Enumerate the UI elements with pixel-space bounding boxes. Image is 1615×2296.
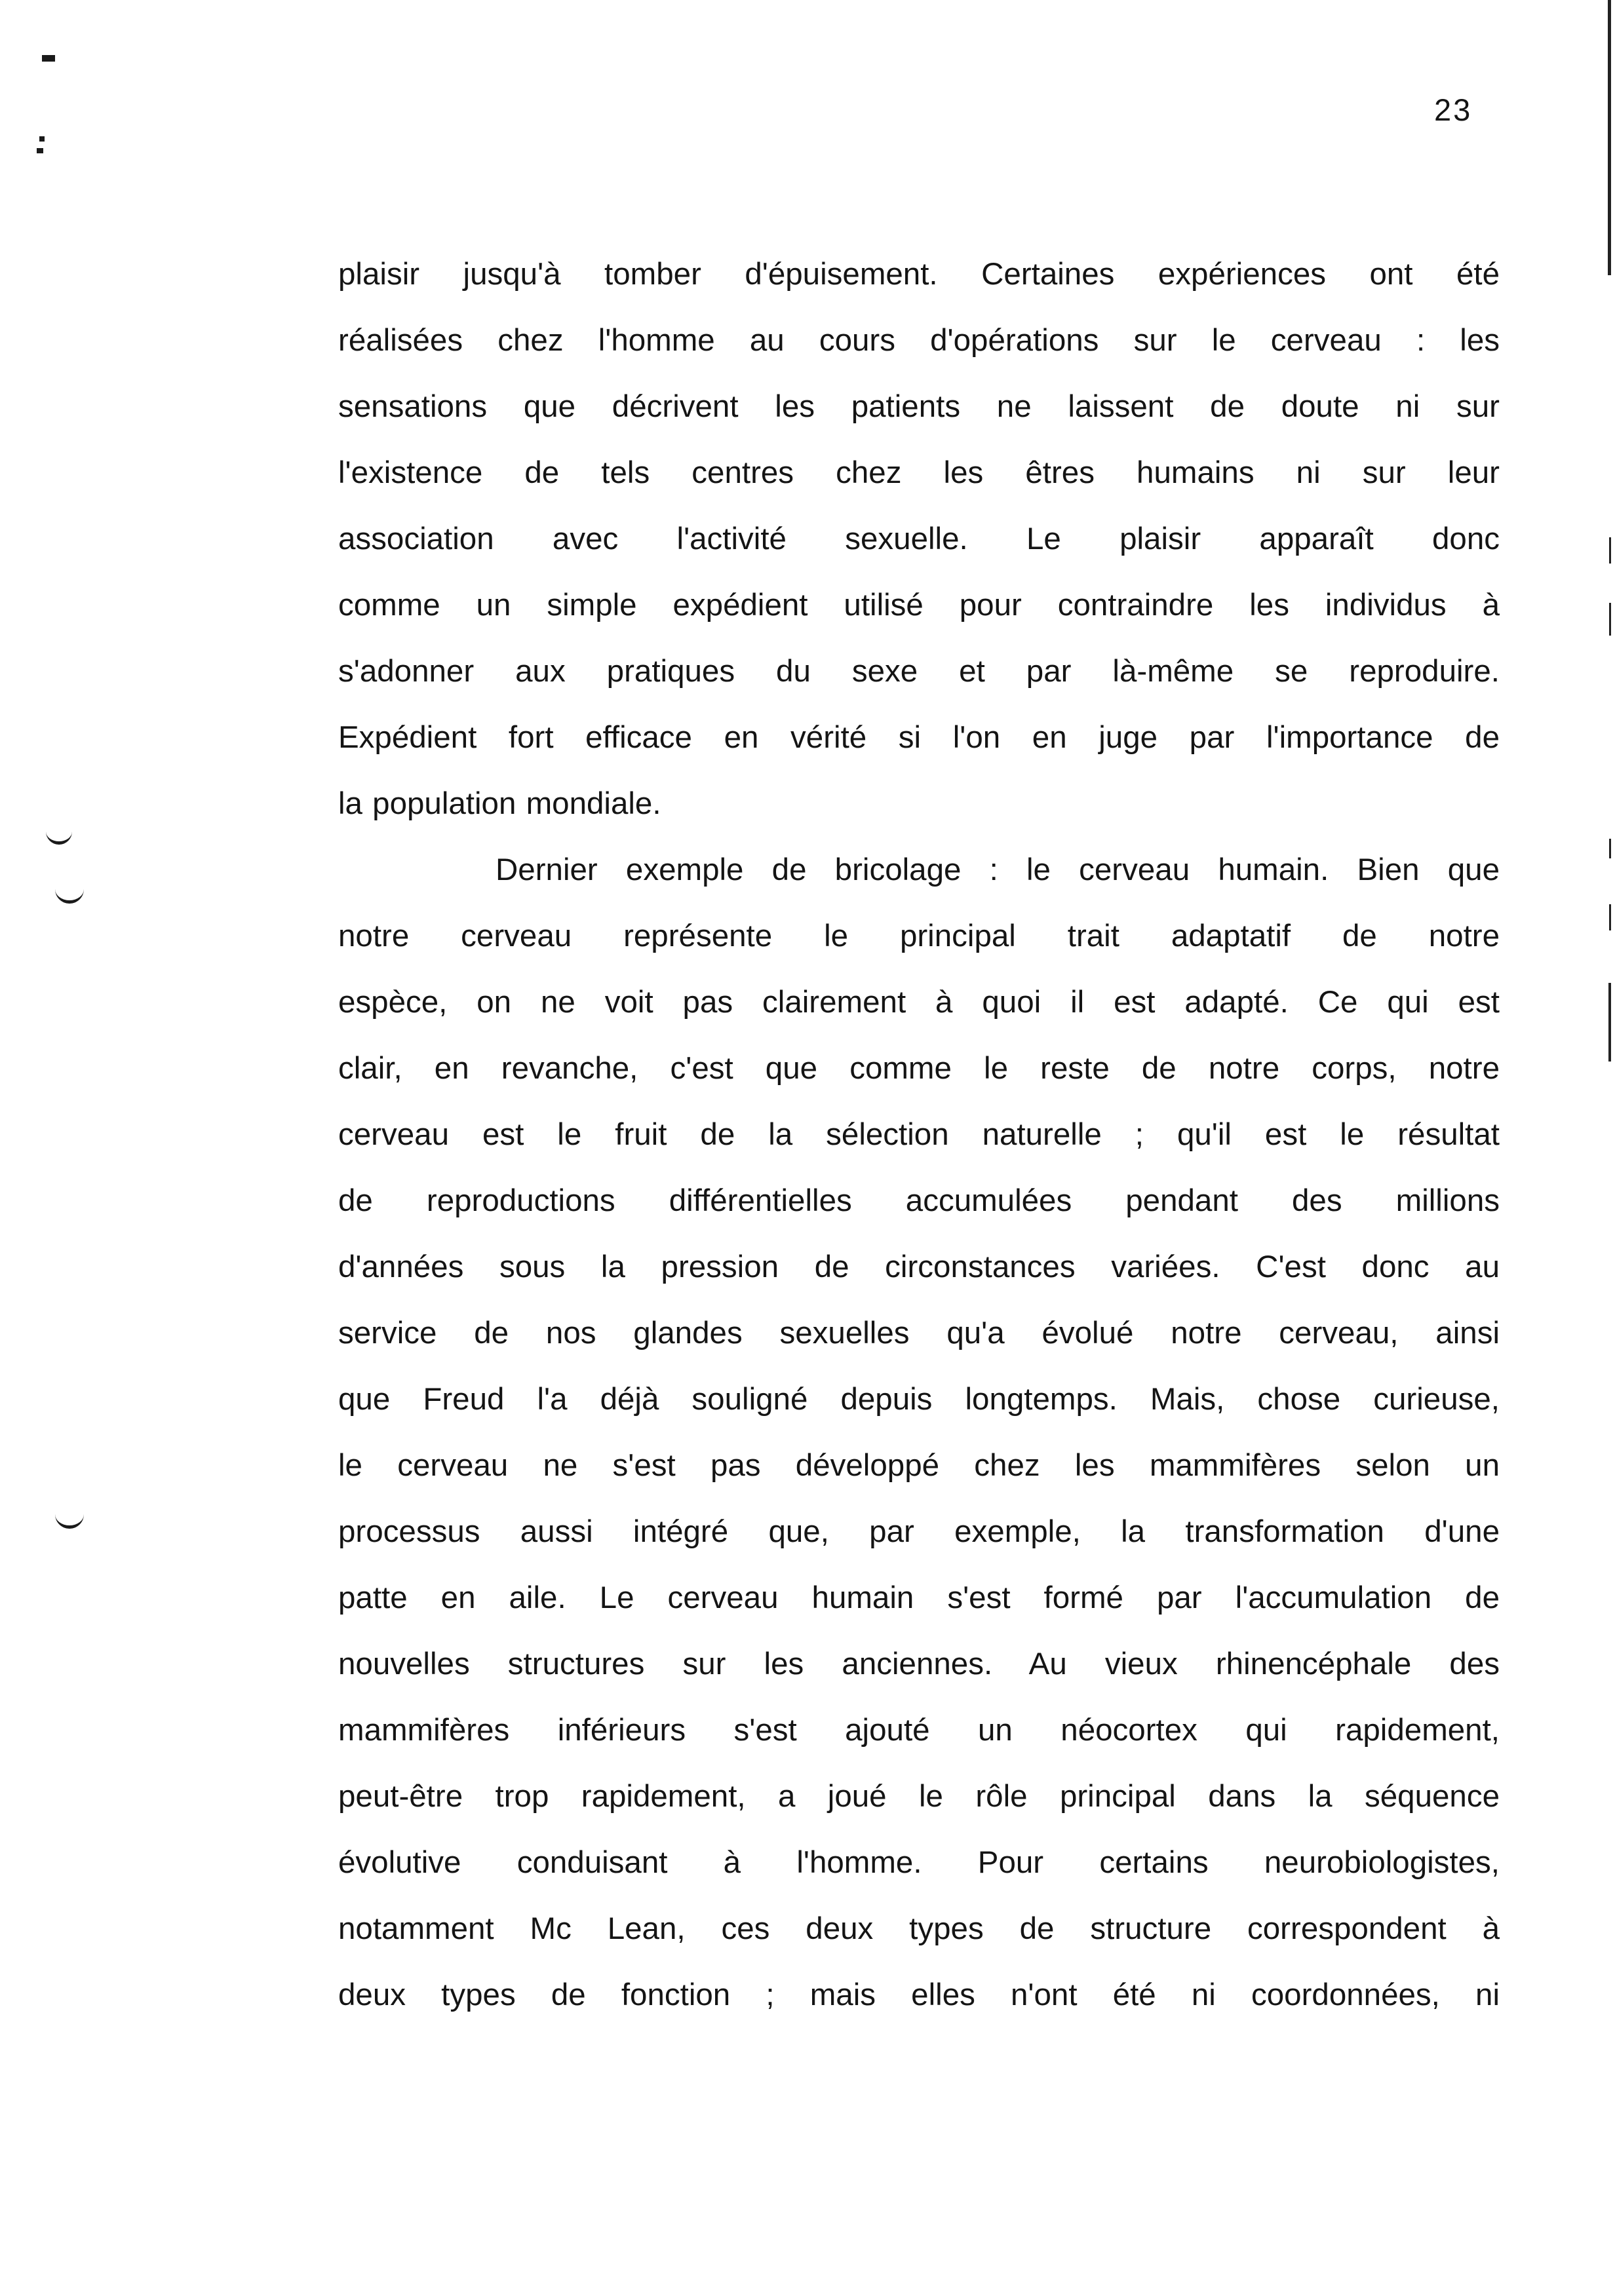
text-line: s'adonner aux pratiques du sexe et par là-même se reproduire. — [338, 654, 1500, 689]
paragraph — [338, 241, 1500, 837]
text-line: cerveau est le fruit de la sélection naturelle ; qu'il est le résultat — [338, 1117, 1500, 1152]
text-line: Expédient fort efficace en vérité si l'on en juge par l'importance de — [338, 720, 1500, 755]
text-line: mammifères inférieurs s'est ajouté un néocortex qui rapidement, — [338, 1713, 1500, 1748]
scan-speck — [39, 136, 45, 142]
paragraph — [338, 837, 1500, 2028]
text-line: plaisir jusqu'à tomber d'épuisement. Certaines expériences ont été — [338, 257, 1500, 292]
text-line: peut-être trop rapidement, a joué le rôle principal dans la séquence — [338, 1779, 1500, 1814]
text-line: de reproductions différentielles accumulées pendant des millions — [338, 1183, 1500, 1218]
text-line: évolutive conduisant à l'homme. Pour certains neurobiologistes, — [338, 1845, 1500, 1880]
scan-edge-line — [1609, 839, 1611, 858]
scan-mark — [55, 1511, 84, 1529]
page-number: 23 — [1434, 92, 1473, 127]
text-line: patte en aile. Le cerveau humain s'est formé par l'accumulation de — [338, 1580, 1500, 1615]
text-line: comme un simple expédient utilisé pour contraindre les individus à — [338, 588, 1500, 622]
text-line: sensations que décrivent les patients ne laissent de doute ni sur — [338, 389, 1500, 424]
text-line: la population mondiale. — [338, 786, 661, 821]
scan-mark — [55, 886, 84, 904]
text-line: deux types de fonction ; mais elles n'ont été ni coordonnées, ni — [338, 1978, 1500, 2012]
scan-edge-line — [1609, 904, 1611, 930]
text-line: notamment Mc Lean, ces deux types de structure correspondent à — [338, 1911, 1500, 1946]
text-line: réalisées chez l'homme au cours d'opérations sur le cerveau : les — [338, 323, 1500, 358]
text-line: Dernier exemple de bricolage : le cerveau humain. Bien que — [496, 852, 1500, 887]
scan-speck — [37, 148, 43, 153]
text-line: clair, en revanche, c'est que comme le reste de notre corps, notre — [338, 1051, 1500, 1086]
scan-edge-line — [1608, 983, 1611, 1062]
text-line: processus aussi intégré que, par exemple, la transformation d'une — [338, 1514, 1500, 1549]
scan-mark — [46, 827, 72, 845]
scan-speck — [42, 55, 55, 62]
scan-edge-line — [1609, 537, 1611, 564]
text-line: notre cerveau représente le principal trait adaptatif de notre — [338, 919, 1500, 953]
text-line: service de nos glandes sexuelles qu'a évolué notre cerveau, ainsi — [338, 1316, 1500, 1350]
text-line: le cerveau ne s'est pas développé chez les mammifères selon un — [338, 1448, 1500, 1483]
scan-edge-line — [1609, 603, 1611, 636]
text-line: nouvelles structures sur les anciennes. Au vieux rhinencéphale des — [338, 1647, 1500, 1681]
text-line: association avec l'activité sexuelle. Le plaisir apparaît donc — [338, 522, 1500, 556]
scan-edge-line — [1608, 0, 1611, 275]
text-line: d'années sous la pression de circonstances variées. C'est donc au — [338, 1250, 1500, 1284]
text-line: que Freud l'a déjà souligné depuis longtemps. Mais, chose curieuse, — [338, 1382, 1500, 1417]
text-line: l'existence de tels centres chez les êtres humains ni sur leur — [338, 455, 1500, 490]
body-text — [338, 241, 1500, 2028]
text-line: espèce, on ne voit pas clairement à quoi il est adapté. Ce qui est — [338, 985, 1500, 1020]
